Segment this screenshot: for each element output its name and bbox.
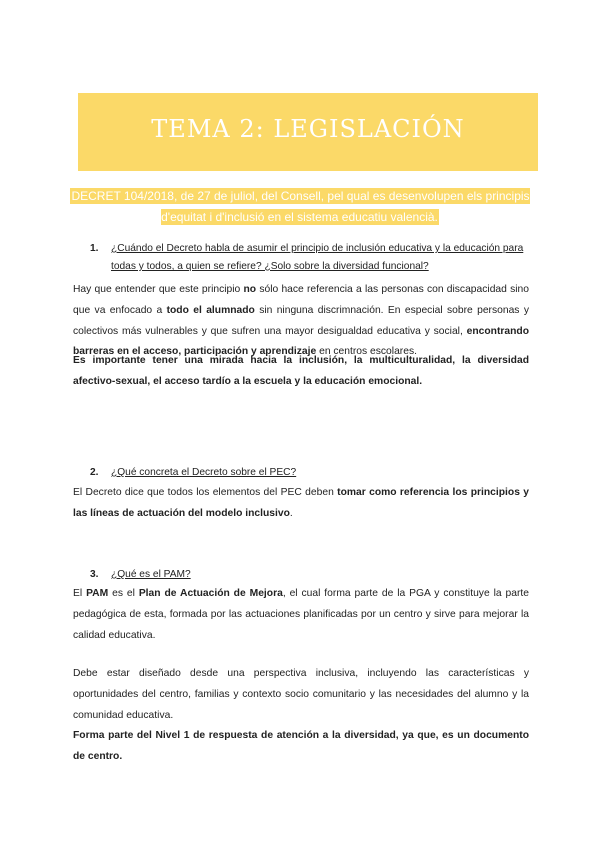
- page-title: TEMA 2: LEGISLACIÓN: [151, 115, 465, 143]
- question-text: ¿Qué es el PAM?: [111, 569, 191, 580]
- text-run-bold: encontrando barreras en el acceso, participación y aprendizaje: [73, 325, 529, 358]
- text-run-bold: todo el alumnado: [166, 304, 255, 316]
- answer-1-paragraph-2: Es importante tener una mirada hacia la inclusión, la multiculturalidad, la diversidad afectivo-sexual, el acceso tardío a la escuela y la educación emocional.: [73, 355, 529, 387]
- question-3: [90, 566, 531, 584]
- text-run: El: [73, 588, 87, 599]
- question-number: 3.: [90, 569, 99, 580]
- decree-title-text: DECRET 104/2018, de 27 de juliol, del Consell, pel qual es desenvolupen els principis d'equitat i d'inclusió en el sistema educatiu valencià.: [71, 189, 530, 224]
- text-run: El Decreto dice que todos los elementos del PEC deben: [73, 487, 338, 498]
- text-run: sólo hace referencia a las personas con discapacidad sino que va enfocado a: [73, 284, 529, 316]
- question-text: ¿Qué concreta el Decreto sobre el PEC?: [111, 467, 297, 478]
- text-run: Hay que entender que este principio: [73, 284, 244, 295]
- text-run: , el cual forma parte de la PGA y constituye la parte pedagógica de esta, formada por las actuaciones planificadas por un centro y sirve para mejorar la calidad educativa.: [73, 588, 529, 641]
- text-run: es el: [108, 588, 139, 599]
- text-run: sin ninguna discrimnación. En especial sobre personas y colectivos más vulnerables y que sufren una mayor desigualdad educativa y social,: [73, 304, 529, 337]
- title-banner: [78, 93, 538, 171]
- question-1: [90, 240, 531, 276]
- question-number: 2.: [90, 467, 99, 478]
- text-run: en centros escolares.: [316, 346, 417, 358]
- question-2: [90, 464, 531, 482]
- text-run: .: [289, 507, 293, 519]
- question-number: 1.: [90, 243, 99, 254]
- decree-title: [70, 186, 530, 228]
- answer-3-paragraph-1: [73, 584, 529, 646]
- text-run-bold: Plan de Actuación de Mejora: [138, 588, 283, 599]
- question-text: ¿Cuándo el Decreto habla de asumir el principio de inclusión educativa y la educación para todas y todos, a quien se refiere? ¿Solo sobre la diversidad funcional?: [111, 243, 524, 272]
- answer-3-paragraph-2: Debe estar diseñado desde una perspectiva inclusiva, incluyendo las características y oportunidades del centro, familias y contexto socio comunitario y las necesidades del alumno y la comunidad educativa.: [73, 668, 529, 721]
- text-run-bold: PAM: [86, 588, 109, 599]
- answer-2-paragraph-1: [73, 483, 529, 525]
- text-run-bold: no: [243, 284, 257, 295]
- answer-3-paragraph-3: Forma parte del Nivel 1 de respuesta de atención a la diversidad, ya que, es un documento de centro.: [73, 730, 529, 762]
- text-run-bold: tomar como referencia los principios y las líneas de actuación del modelo inclusivo: [73, 487, 529, 519]
